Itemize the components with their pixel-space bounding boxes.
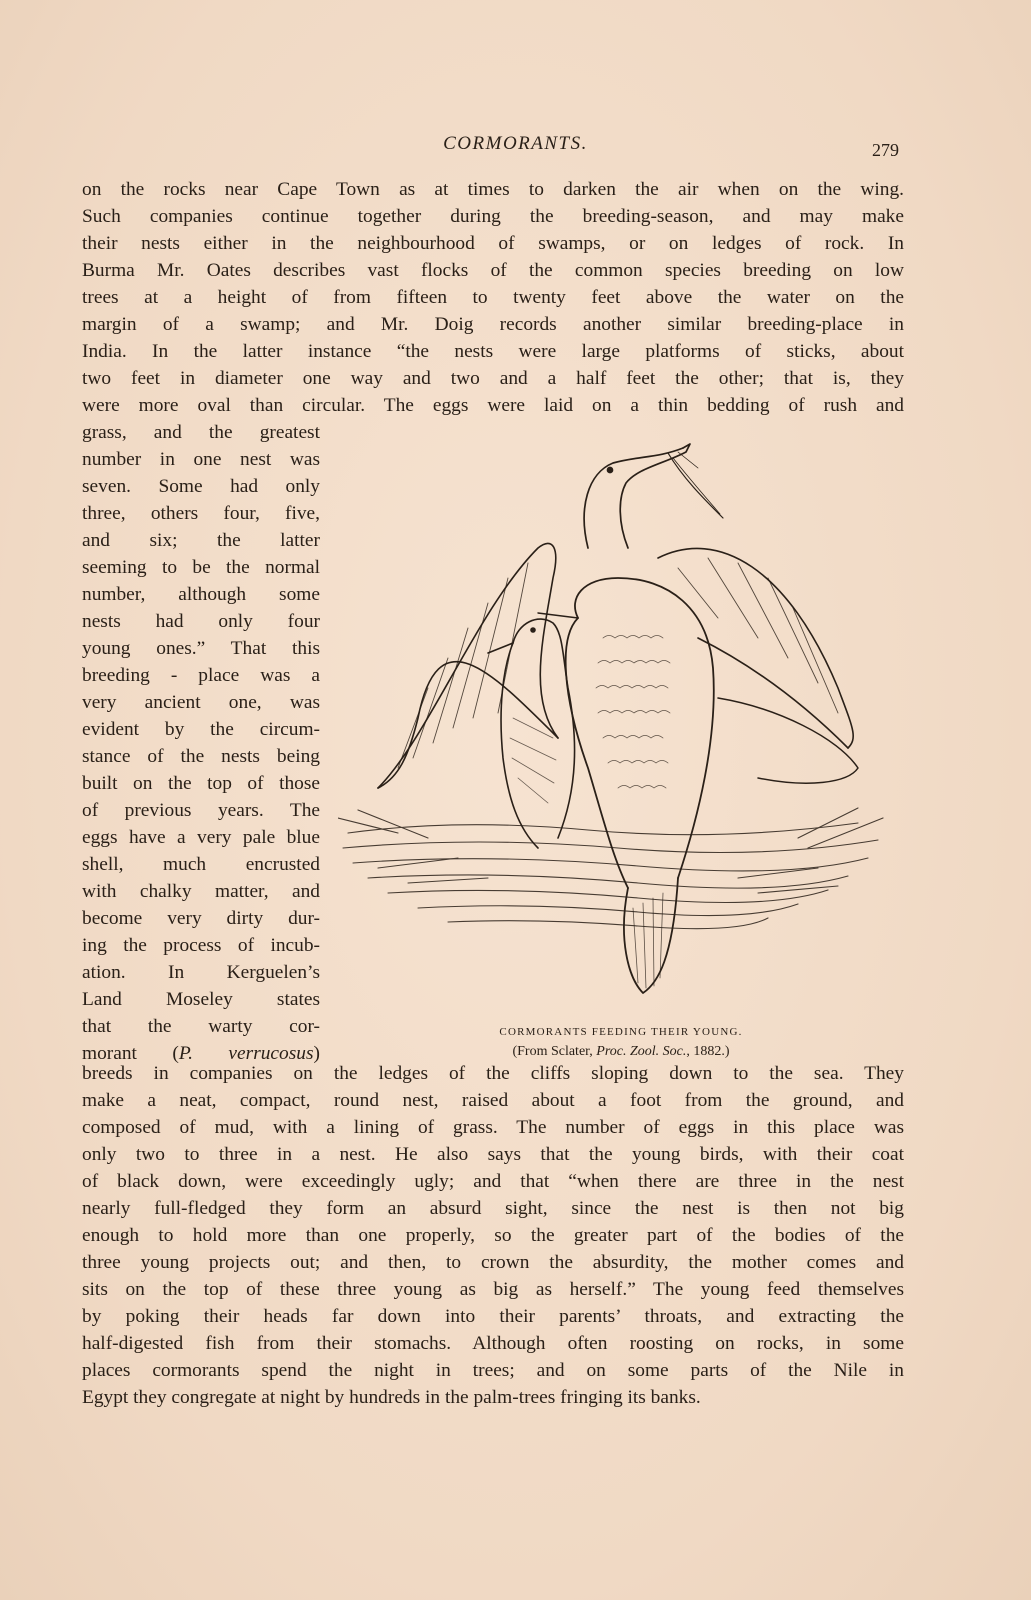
text-line: seven. Some had only <box>82 476 320 497</box>
text-line: places cormorants spend the night in trees; and on some parts of the Nile in <box>82 1360 904 1381</box>
text-line: were more oval than circular. The eggs were laid on a thin bedding of rush and <box>82 395 904 416</box>
text-line: nests had only four <box>82 611 320 632</box>
text-line: young ones.” That this <box>82 638 320 659</box>
text-line: enough to hold more than one properly, so the greater part of the bodies of the <box>82 1225 904 1246</box>
text-line: on the rocks near Cape Town as at times to darken the air when on the wing. <box>82 179 904 200</box>
text-line: half-digested fish from their stomachs. Although often roosting on rocks, in some <box>82 1333 904 1354</box>
text-line: India. In the latter instance “the nests were large platforms of sticks, about <box>82 341 904 362</box>
text-line: breeds in companies on the ledges of the cliffs sloping down to the sea. They <box>82 1063 904 1084</box>
caption-fragment: (From Sclater, <box>512 1044 597 1059</box>
text-line: only two to three in a nest. He also says that the young birds, with their coat <box>82 1144 904 1165</box>
text-line: and six; the latter <box>82 530 320 551</box>
text-line: trees at a height of from fifteen to twenty feet above the water on the <box>82 287 904 308</box>
text-line: with chalky matter, and <box>82 881 320 902</box>
caption-fragment: , 1882.) <box>686 1044 730 1059</box>
journal-name: Proc. Zool. Soc. <box>596 1044 687 1059</box>
text-line: become very dirty dur- <box>82 908 320 929</box>
text-line: built on the top of those <box>82 773 320 794</box>
text-line: their nests either in the neighbourhood of swamps, or on ledges of rock. In <box>82 233 904 254</box>
text-line: of previous years. The <box>82 800 320 821</box>
text-line: eggs have a very pale blue <box>82 827 320 848</box>
text-line: margin of a swamp; and Mr. Doig records another similar breeding-place in <box>82 314 904 335</box>
text-line: Egypt they congregate at night by hundreds in the palm-trees fringing its banks. <box>82 1387 701 1408</box>
page-number: 279 <box>872 140 899 160</box>
text-line: seeming to be the normal <box>82 557 320 578</box>
cormorant-illustration <box>338 438 904 1018</box>
text-line: breeding - place was a <box>82 665 320 686</box>
text-line: very ancient one, was <box>82 692 320 713</box>
text-line: grass, and the greatest <box>82 422 320 443</box>
text-line: evident by the circum- <box>82 719 320 740</box>
text-line: two feet in diameter one way and two and a half feet the other; that is, they <box>82 368 904 389</box>
species-name: P. verrucosus <box>178 1043 314 1064</box>
text-line: three young projects out; and then, to crown the absurdity, the mother comes and <box>82 1252 904 1273</box>
text-line: make a neat, compact, round nest, raised about a foot from the ground, and <box>82 1090 904 1111</box>
text-line: Land Moseley states <box>82 989 320 1010</box>
text-fragment: ) <box>313 1043 320 1064</box>
text-line: number, although some <box>82 584 320 605</box>
text-line: three, others four, five, <box>82 503 320 524</box>
figure-caption-title: CORMORANTS FEEDING THEIR YOUNG. <box>499 1026 743 1038</box>
running-title: CORMORANTS. <box>443 133 588 154</box>
text-line: of black down, were exceedingly ugly; and that “when there are three in the nest <box>82 1171 904 1192</box>
text-line: nearly full-fledged they form an absurd sight, since the nest is then not big <box>82 1198 904 1219</box>
text-line: stance of the nests being <box>82 746 320 767</box>
text-line: ing the process of incub- <box>82 935 320 956</box>
text-line: composed of mud, with a lining of grass. The number of eggs in this place was <box>82 1117 904 1138</box>
text-line: ation. In Kerguelen’s <box>82 962 320 983</box>
text-fragment: morant ( <box>82 1043 179 1064</box>
text-line: number in one nest was <box>82 449 320 470</box>
figure-caption-source <box>338 1044 904 1060</box>
text-line: sits on the top of these three young as big as herself.” The young feed themselves <box>82 1279 904 1300</box>
text-line: Such companies continue together during the breeding-season, and may make <box>82 206 904 227</box>
text-line: shell, much encrusted <box>82 854 320 875</box>
text-line: that the warty cor- <box>82 1016 320 1037</box>
text-line: by poking their heads far down into their parents’ throats, and extracting the <box>82 1306 904 1327</box>
text-line: Burma Mr. Oates describes vast flocks of the common species breeding on low <box>82 260 904 281</box>
